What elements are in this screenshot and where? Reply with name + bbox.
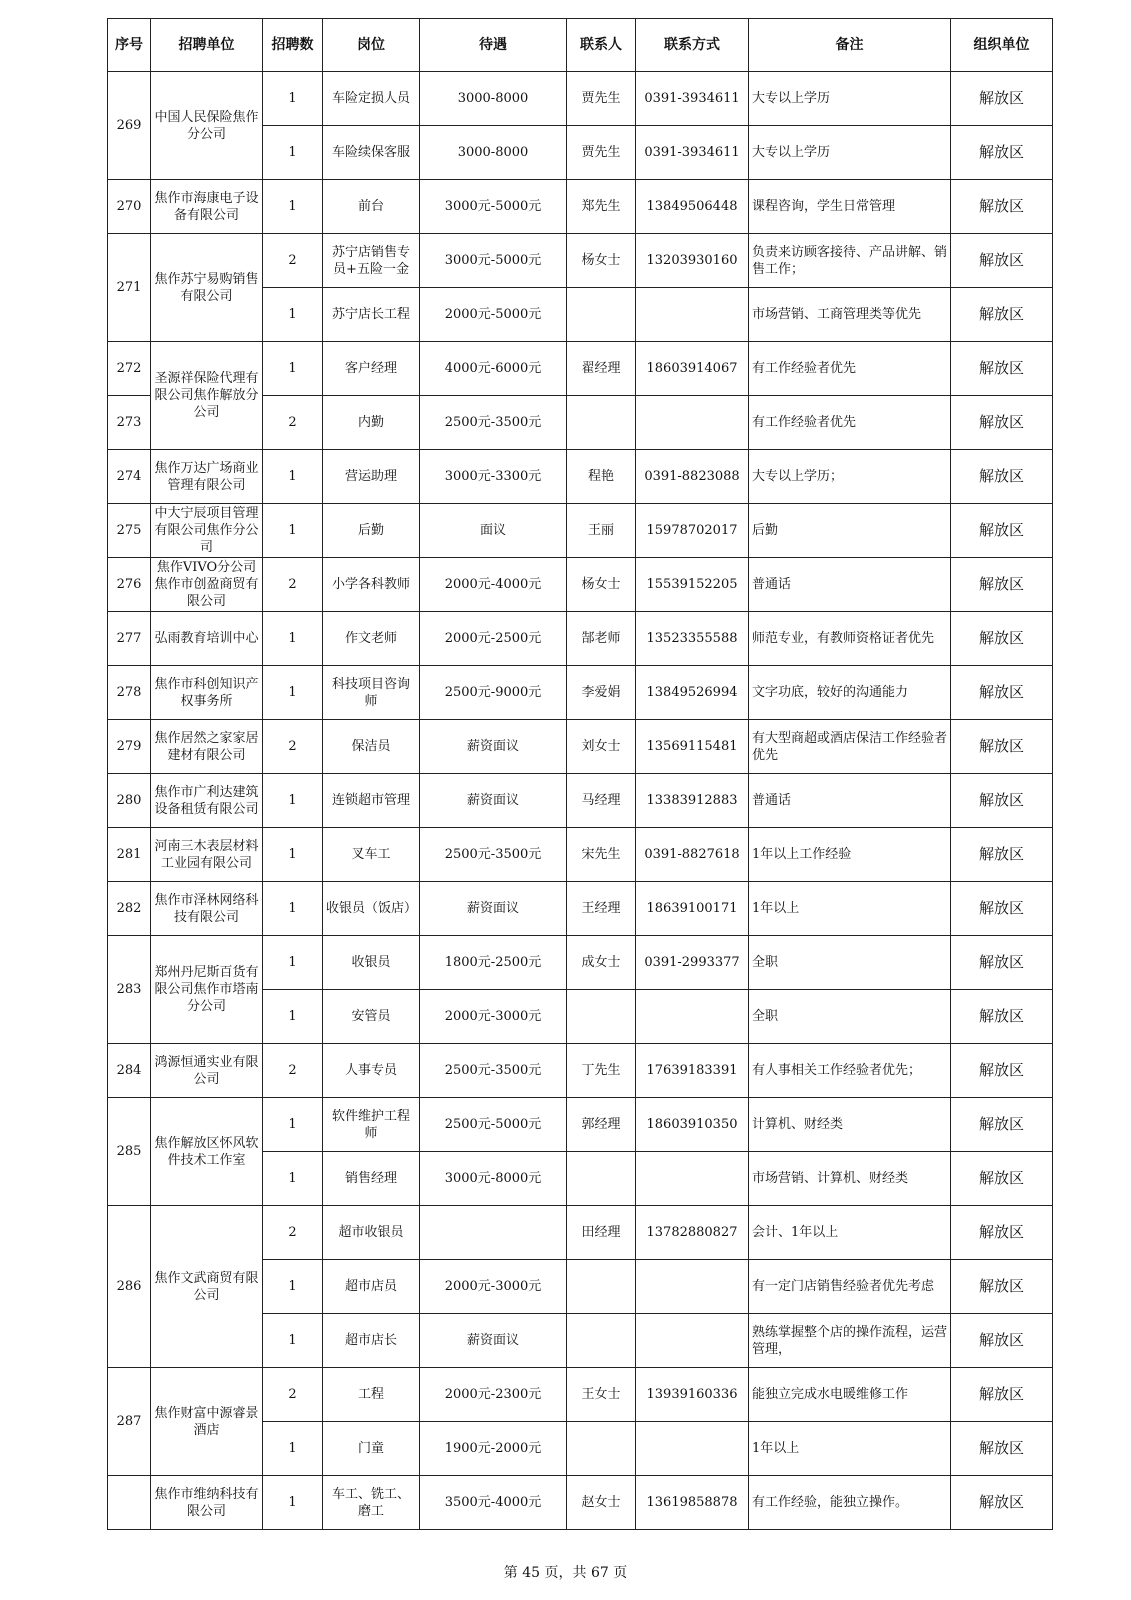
table-body: [108, 72, 1053, 1530]
cell-count: 1: [263, 126, 323, 180]
cell-contact: [567, 1152, 636, 1206]
cell-phone: [636, 1422, 749, 1476]
cell-org: 解放区: [951, 450, 1053, 504]
header-post: 岗位: [323, 19, 420, 72]
table-row: [108, 342, 1053, 396]
cell-post: 超市店员: [323, 1260, 420, 1314]
cell-count: 2: [263, 1368, 323, 1422]
cell-unit: 中国人民保险焦作分公司: [151, 72, 263, 180]
cell-post: 人事专员: [323, 1044, 420, 1098]
cell-contact: 程艳: [567, 450, 636, 504]
cell-no: 272: [108, 342, 151, 396]
cell-note: 大专以上学历: [749, 126, 951, 180]
cell-pay: 3500元-4000元: [420, 1476, 567, 1530]
cell-note: 普通话: [749, 774, 951, 828]
cell-org: 解放区: [951, 180, 1053, 234]
cell-note: 普通话: [749, 558, 951, 612]
cell-org: 解放区: [951, 72, 1053, 126]
header-pay: 待遇: [420, 19, 567, 72]
cell-count: 1: [263, 774, 323, 828]
cell-unit: 中大宁辰项目管理有限公司焦作分公司: [151, 504, 263, 558]
header-note: 备注: [749, 19, 951, 72]
recruitment-table: [107, 18, 1053, 1530]
cell-pay: 3000-8000: [420, 126, 567, 180]
cell-note: 大专以上学历；: [749, 450, 951, 504]
cell-contact: 田经理: [567, 1206, 636, 1260]
cell-no: 283: [108, 936, 151, 1044]
cell-org: 解放区: [951, 1476, 1053, 1530]
cell-phone: 17639183391: [636, 1044, 749, 1098]
cell-pay: 2000元-2300元: [420, 1368, 567, 1422]
cell-phone: 15539152205: [636, 558, 749, 612]
cell-pay: 面议: [420, 504, 567, 558]
cell-unit: 焦作市科创知识产权事务所: [151, 666, 263, 720]
table-row: [108, 882, 1053, 936]
cell-pay: 薪资面议: [420, 882, 567, 936]
table-row: [108, 1206, 1053, 1260]
cell-phone: 18603914067: [636, 342, 749, 396]
cell-pay: 4000元-6000元: [420, 342, 567, 396]
header-phone: 联系方式: [636, 19, 749, 72]
cell-pay: [420, 1206, 567, 1260]
cell-note: 计算机、财经类: [749, 1098, 951, 1152]
cell-pay: 3000元-8000元: [420, 1152, 567, 1206]
cell-note: 1年以上: [749, 1422, 951, 1476]
cell-note: 文字功底，较好的沟通能力: [749, 666, 951, 720]
cell-count: 2: [263, 1206, 323, 1260]
cell-phone: 18639100171: [636, 882, 749, 936]
cell-no: [108, 1476, 151, 1530]
cell-no: 286: [108, 1206, 151, 1368]
cell-count: 1: [263, 1422, 323, 1476]
cell-contact: 王经理: [567, 882, 636, 936]
cell-phone: [636, 1152, 749, 1206]
cell-org: 解放区: [951, 1152, 1053, 1206]
cell-phone: [636, 990, 749, 1044]
cell-note: 有一定门店销售经验者优先考虑: [749, 1260, 951, 1314]
cell-no: 281: [108, 828, 151, 882]
cell-contact: 郭经理: [567, 1098, 636, 1152]
cell-post: 营运助理: [323, 450, 420, 504]
cell-pay: 2000元-2500元: [420, 612, 567, 666]
header-no: 序号: [108, 19, 151, 72]
table-row: [108, 1476, 1053, 1530]
cell-pay: 3000元-5000元: [420, 180, 567, 234]
page-footer: 第 45 页，共 67 页: [503, 1565, 628, 1581]
cell-phone: 13383912883: [636, 774, 749, 828]
cell-post: 车险续保客服: [323, 126, 420, 180]
cell-contact: 宋先生: [567, 828, 636, 882]
cell-unit: 焦作万达广场商业管理有限公司: [151, 450, 263, 504]
cell-org: 解放区: [951, 1422, 1053, 1476]
cell-note: 1年以上: [749, 882, 951, 936]
cell-no: 270: [108, 180, 151, 234]
cell-note: 会计、1年以上: [749, 1206, 951, 1260]
cell-unit: 圣源祥保险代理有限公司焦作解放分公司: [151, 342, 263, 450]
cell-contact: [567, 1422, 636, 1476]
cell-post: 保洁员: [323, 720, 420, 774]
cell-no: 275: [108, 504, 151, 558]
cell-no: 276: [108, 558, 151, 612]
cell-pay: 2000元-5000元: [420, 288, 567, 342]
table-row: [108, 72, 1053, 126]
table-row: [108, 504, 1053, 558]
cell-note: 有工作经验者优先: [749, 342, 951, 396]
cell-count: 1: [263, 666, 323, 720]
cell-org: 解放区: [951, 504, 1053, 558]
cell-count: 1: [263, 936, 323, 990]
cell-count: 1: [263, 1098, 323, 1152]
cell-contact: 贾先生: [567, 126, 636, 180]
cell-contact: 刘女士: [567, 720, 636, 774]
cell-count: 2: [263, 558, 323, 612]
cell-post: 科技项目咨询师: [323, 666, 420, 720]
cell-count: 1: [263, 828, 323, 882]
cell-phone: 13619858878: [636, 1476, 749, 1530]
table-row: [108, 666, 1053, 720]
cell-unit: 焦作市维纳科技有限公司: [151, 1476, 263, 1530]
cell-note: 后勤: [749, 504, 951, 558]
cell-pay: 薪资面议: [420, 774, 567, 828]
cell-pay: 2500元-3500元: [420, 828, 567, 882]
cell-count: 1: [263, 504, 323, 558]
cell-post: 收银员: [323, 936, 420, 990]
cell-count: 2: [263, 720, 323, 774]
cell-contact: 郜老师: [567, 612, 636, 666]
cell-unit: 河南三木表层材料工业园有限公司: [151, 828, 263, 882]
cell-org: 解放区: [951, 1260, 1053, 1314]
cell-contact: [567, 288, 636, 342]
cell-pay: 2500元-3500元: [420, 1044, 567, 1098]
table-row: [108, 558, 1053, 612]
cell-org: 解放区: [951, 612, 1053, 666]
cell-count: 1: [263, 990, 323, 1044]
cell-post: 超市收银员: [323, 1206, 420, 1260]
cell-post: 前台: [323, 180, 420, 234]
cell-post: 内勤: [323, 396, 420, 450]
cell-org: 解放区: [951, 666, 1053, 720]
cell-post: 作文老师: [323, 612, 420, 666]
cell-post: 客户经理: [323, 342, 420, 396]
table-row: [108, 1044, 1053, 1098]
cell-contact: 成女士: [567, 936, 636, 990]
table-row: [108, 936, 1053, 990]
cell-post: 连锁超市管理: [323, 774, 420, 828]
cell-org: 解放区: [951, 558, 1053, 612]
cell-contact: 杨女士: [567, 234, 636, 288]
cell-org: 解放区: [951, 1206, 1053, 1260]
cell-note: 师范专业，有教师资格证者优先: [749, 612, 951, 666]
cell-pay: 3000元-5000元: [420, 234, 567, 288]
cell-post: 软件维护工程师: [323, 1098, 420, 1152]
cell-org: 解放区: [951, 1044, 1053, 1098]
cell-phone: 13523355588: [636, 612, 749, 666]
table-row: [108, 774, 1053, 828]
cell-phone: [636, 288, 749, 342]
cell-note: 有大型商超或酒店保洁工作经验者优先: [749, 720, 951, 774]
cell-no: 274: [108, 450, 151, 504]
cell-pay: 1800元-2500元: [420, 936, 567, 990]
cell-count: 1: [263, 180, 323, 234]
cell-count: 1: [263, 342, 323, 396]
cell-pay: 3000-8000: [420, 72, 567, 126]
cell-post: 工程: [323, 1368, 420, 1422]
cell-unit: 焦作文武商贸有限公司: [151, 1206, 263, 1368]
cell-count: 2: [263, 396, 323, 450]
cell-unit: 焦作VIVO分公司焦作市创盈商贸有限公司: [151, 558, 263, 612]
cell-post: 门童: [323, 1422, 420, 1476]
cell-post: 车险定损人员: [323, 72, 420, 126]
cell-contact: [567, 1260, 636, 1314]
cell-no: 277: [108, 612, 151, 666]
cell-unit: 焦作苏宁易购销售有限公司: [151, 234, 263, 342]
cell-contact: 赵女士: [567, 1476, 636, 1530]
cell-contact: 翟经理: [567, 342, 636, 396]
cell-phone: 0391-8827618: [636, 828, 749, 882]
cell-no: 279: [108, 720, 151, 774]
cell-post: 收银员（饭店）: [323, 882, 420, 936]
cell-pay: 2500元-5000元: [420, 1098, 567, 1152]
cell-unit: 焦作市广利达建筑设备租赁有限公司: [151, 774, 263, 828]
cell-phone: [636, 1314, 749, 1368]
cell-no: 280: [108, 774, 151, 828]
header-org: 组织单位: [951, 19, 1053, 72]
cell-org: 解放区: [951, 396, 1053, 450]
header-row: [108, 19, 1053, 72]
cell-phone: 0391-3934611: [636, 126, 749, 180]
cell-note: 负责来访顾客接待、产品讲解、销售工作；: [749, 234, 951, 288]
cell-count: 1: [263, 1260, 323, 1314]
cell-org: 解放区: [951, 936, 1053, 990]
cell-phone: 0391-2993377: [636, 936, 749, 990]
cell-phone: 0391-8823088: [636, 450, 749, 504]
header-count: 招聘数: [263, 19, 323, 72]
cell-phone: 15978702017: [636, 504, 749, 558]
table-row: [108, 1368, 1053, 1422]
table-row: [108, 828, 1053, 882]
cell-pay: 1900元-2000元: [420, 1422, 567, 1476]
cell-post: 安管员: [323, 990, 420, 1044]
cell-no: 284: [108, 1044, 151, 1098]
cell-pay: 2000元-3000元: [420, 990, 567, 1044]
cell-count: 1: [263, 1314, 323, 1368]
cell-post: 车工、铣工、磨工: [323, 1476, 420, 1530]
cell-post: 苏宁店长工程: [323, 288, 420, 342]
cell-note: 全职: [749, 990, 951, 1044]
cell-contact: 王丽: [567, 504, 636, 558]
cell-contact: 郑先生: [567, 180, 636, 234]
cell-org: 解放区: [951, 774, 1053, 828]
cell-phone: 13782880827: [636, 1206, 749, 1260]
cell-org: 解放区: [951, 342, 1053, 396]
table-row: [108, 720, 1053, 774]
cell-note: 有工作经验者优先: [749, 396, 951, 450]
cell-org: 解放区: [951, 1368, 1053, 1422]
cell-pay: 薪资面议: [420, 1314, 567, 1368]
cell-unit: 焦作市海康电子设备有限公司: [151, 180, 263, 234]
cell-org: 解放区: [951, 126, 1053, 180]
cell-post: 销售经理: [323, 1152, 420, 1206]
cell-post: 超市店长: [323, 1314, 420, 1368]
cell-post: 叉车工: [323, 828, 420, 882]
table-row: [108, 180, 1053, 234]
cell-pay: 2000元-3000元: [420, 1260, 567, 1314]
cell-phone: 13849506448: [636, 180, 749, 234]
cell-post: 苏宁店销售专员+五险一金: [323, 234, 420, 288]
cell-phone: 0391-3934611: [636, 72, 749, 126]
cell-org: 解放区: [951, 1314, 1053, 1368]
cell-pay: 3000元-3300元: [420, 450, 567, 504]
cell-count: 1: [263, 1152, 323, 1206]
cell-no: 273: [108, 396, 151, 450]
cell-org: 解放区: [951, 882, 1053, 936]
cell-phone: [636, 1260, 749, 1314]
cell-phone: 13849526994: [636, 666, 749, 720]
cell-phone: 13939160336: [636, 1368, 749, 1422]
cell-contact: [567, 396, 636, 450]
cell-org: 解放区: [951, 720, 1053, 774]
cell-phone: 13569115481: [636, 720, 749, 774]
cell-org: 解放区: [951, 1098, 1053, 1152]
cell-note: 有人事相关工作经验者优先；: [749, 1044, 951, 1098]
table-row: [108, 450, 1053, 504]
cell-count: 2: [263, 234, 323, 288]
cell-note: 熟练掌握整个店的操作流程，运营管理，: [749, 1314, 951, 1368]
table-row: [108, 1098, 1053, 1152]
table-row: [108, 234, 1053, 288]
cell-note: 能独立完成水电暖维修工作: [749, 1368, 951, 1422]
cell-pay: 2000元-4000元: [420, 558, 567, 612]
cell-phone: 13203930160: [636, 234, 749, 288]
cell-contact: [567, 1314, 636, 1368]
cell-no: 278: [108, 666, 151, 720]
cell-note: 1年以上工作经验: [749, 828, 951, 882]
cell-unit: 焦作市泽林网络科技有限公司: [151, 882, 263, 936]
cell-phone: 18603910350: [636, 1098, 749, 1152]
header-unit: 招聘单位: [151, 19, 263, 72]
cell-post: 后勤: [323, 504, 420, 558]
cell-contact: 王女士: [567, 1368, 636, 1422]
cell-phone: [636, 396, 749, 450]
cell-count: 1: [263, 1476, 323, 1530]
cell-unit: 鸿源恒通实业有限公司: [151, 1044, 263, 1098]
cell-note: 有工作经验，能独立操作。: [749, 1476, 951, 1530]
cell-note: 课程咨询，学生日常管理: [749, 180, 951, 234]
cell-org: 解放区: [951, 990, 1053, 1044]
cell-pay: 2500元-3500元: [420, 396, 567, 450]
cell-contact: 杨女士: [567, 558, 636, 612]
cell-no: 271: [108, 234, 151, 342]
cell-unit: 郑州丹尼斯百货有限公司焦作市塔南分公司: [151, 936, 263, 1044]
cell-no: 269: [108, 72, 151, 180]
cell-unit: 焦作解放区怀风软件技术工作室: [151, 1098, 263, 1206]
cell-count: 1: [263, 882, 323, 936]
cell-org: 解放区: [951, 234, 1053, 288]
table-row: [108, 612, 1053, 666]
cell-count: 1: [263, 72, 323, 126]
cell-org: 解放区: [951, 828, 1053, 882]
cell-no: 282: [108, 882, 151, 936]
cell-contact: [567, 990, 636, 1044]
cell-contact: 马经理: [567, 774, 636, 828]
cell-contact: 丁先生: [567, 1044, 636, 1098]
cell-count: 1: [263, 612, 323, 666]
cell-unit: 弘雨教育培训中心: [151, 612, 263, 666]
cell-note: 大专以上学历: [749, 72, 951, 126]
cell-contact: 贾先生: [567, 72, 636, 126]
cell-count: 1: [263, 288, 323, 342]
cell-contact: 李爱娟: [567, 666, 636, 720]
header-contact: 联系人: [567, 19, 636, 72]
cell-note: 全职: [749, 936, 951, 990]
cell-no: 285: [108, 1098, 151, 1206]
cell-unit: 焦作居然之家家居建材有限公司: [151, 720, 263, 774]
cell-pay: 薪资面议: [420, 720, 567, 774]
cell-count: 2: [263, 1044, 323, 1098]
cell-no: 287: [108, 1368, 151, 1476]
cell-note: 市场营销、工商管理类等优先: [749, 288, 951, 342]
cell-pay: 2500元-9000元: [420, 666, 567, 720]
cell-unit: 焦作财富中源睿景酒店: [151, 1368, 263, 1476]
cell-count: 1: [263, 450, 323, 504]
cell-note: 市场营销、计算机、财经类: [749, 1152, 951, 1206]
cell-org: 解放区: [951, 288, 1053, 342]
cell-post: 小学各科教师: [323, 558, 420, 612]
